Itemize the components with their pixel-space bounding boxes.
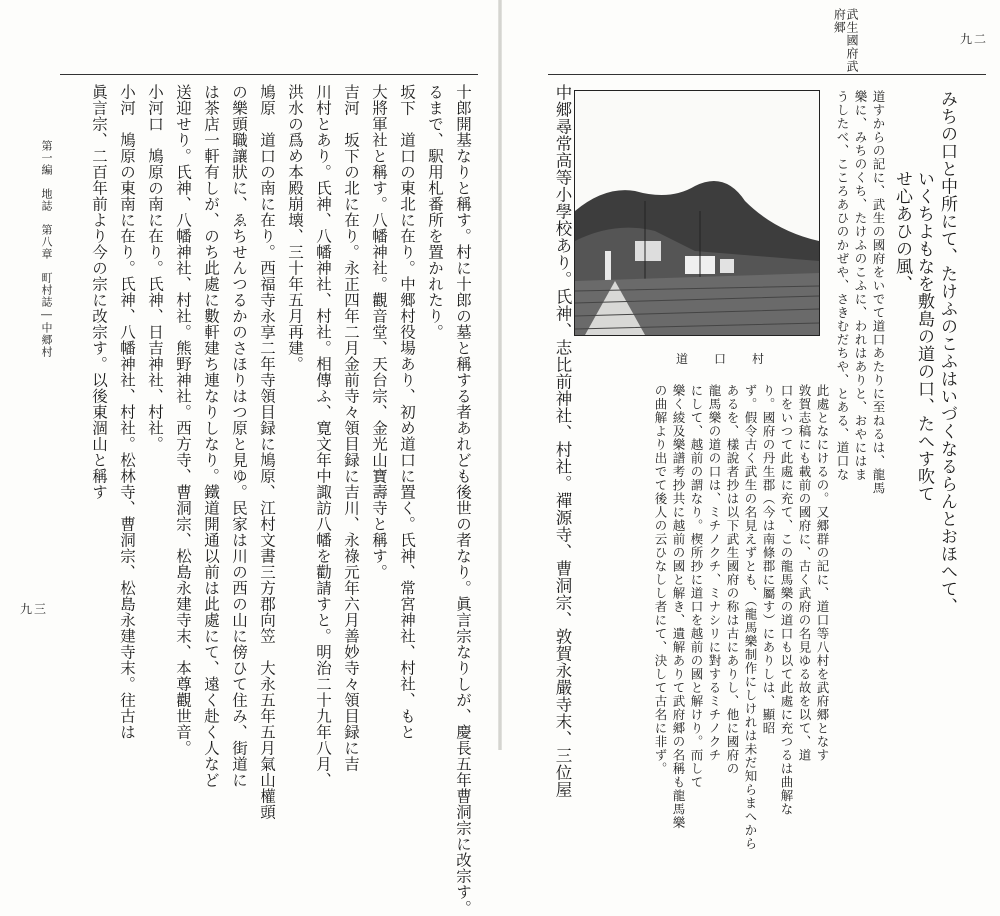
left-page-column: 小河 鳩原の東南に在り。氏神、八幡神社、村社。松林寺、曹洞宗、松島永建寺末。往古は — [118, 84, 136, 740]
left-page-column: 吉河 坂下の北に在り。永正四年二月金前寺々領目録に吉川、永祿元年六月善妙寺々領目録に吉 — [342, 84, 360, 772]
left-page-column: 十郎開基なりと稱す。村に十郎の墓と稱する者あれども後世の者なり。眞言宗なりしが、慶長五年曹洞宗に改宗す。 — [454, 84, 472, 916]
left-page-column: 眞言宗、二百年前より今の宗に改宗す。以後東涸山と稱す — [90, 84, 108, 500]
left-page-number: 九三 — [20, 602, 49, 616]
left-page-column: 鳩原 道口の南に在り。西福寺永享二年寺領目録に鳩原、江村文書三方郡向笠 大永五年五月氣山權頭 — [258, 84, 276, 820]
left-page-top-rule — [60, 74, 478, 75]
right-page-column: 敦賀志稿にも載前の國府に、古く武府の名見ゆる故を以て、道 — [797, 384, 812, 762]
left-page-column: 川村とあり。氏神、八幡神社、村社。相傳ふ、寛文年中諏訪八幡を勸請すと。明治二十九年八月、 — [314, 84, 332, 788]
running-header — [824, 8, 858, 78]
right-page-column: 口をいつて此處に充て、この龍馬樂の道口も以て此處に充つるは曲解な — [779, 384, 794, 816]
right-page-column: みちの口と中所にて、たけふのこふはいづくなるらんとおほへて、 — [937, 90, 957, 615]
right-page-column: 道すからの記に、武生の國府をいでて道口あたりに至ねるは、龍馬 — [871, 90, 886, 495]
right-page-top-rule — [548, 74, 986, 75]
right-page-column: あるを、樣說者抄は以下武生國府の称は古にありし、他に國府の — [725, 384, 740, 776]
village-landscape-image — [575, 91, 819, 335]
photo-caption: 道口村 — [676, 352, 791, 366]
right-page-column: り。國府の丹生郡（今は南條郡に屬す）にありしは、顯昭 — [761, 384, 776, 735]
left-page-column: 大將軍社と稱す。八幡神社。觀音堂、天台宗、金光山寶壽寺と稱す。 — [370, 84, 388, 580]
village-photo — [574, 90, 820, 336]
right-page-column: ず。假令古く武生の名見えずとも、（龍馬樂制作にしけれは未だ知らまへから — [743, 384, 758, 851]
running-header-line-1: 武生國府 — [845, 8, 859, 60]
left-page-column: るまで、駅用札番所を置かれたり。 — [426, 84, 444, 340]
right-page-column: 樂に、みちのくち、たけふのこふに、われはありと、おやにはま — [853, 90, 868, 482]
right-page-number: 九二 — [960, 32, 989, 46]
chapter-footer: 第一編 地誌 第八章 町村誌―中郷村 — [40, 140, 53, 358]
left-page-column: は茶店一軒有しが、のち此處に數軒建ち連なりしなり。鐵道開通以前は此處にて、遠く赴く人など — [202, 84, 220, 788]
running-header-line-2: 武府郷 — [832, 8, 859, 73]
right-page-column: せ心あひの風、 — [892, 170, 912, 293]
left-page-column: 坂下 道口の東北に在り。中郷村役場あり、初め道口に置く。氏神、常宮神社、村社、もと — [398, 84, 416, 740]
right-page-column: にして、越前の謂なり。楔所抄に道口を越前の國と解けり。而して — [689, 384, 704, 789]
right-page-column: いくちよもなを敷島の道の口、たへす吹て — [914, 170, 934, 503]
left-page-column: 送迎せり。氏神、八幡神社、村社。熊野神社。西方寺、曹洞宗、松島永建寺末、本尊觀世音。 — [174, 84, 192, 756]
book-gutter — [498, 0, 502, 750]
left-page-column: 小河口 鳩原の南に在り。氏神、日吉神社、村社。 — [146, 84, 164, 452]
left-page-column: の樂頭職讓狀に、ゑちせんつるかのさほりはつ原と見ゆ。民家は川の西の山に傍ひて住み、街道に — [230, 84, 248, 788]
right-page-column: 樂く綾及樂譜考抄共に越前の國と解き、遺解ありて武府郷の名稱も龍馬樂 — [671, 384, 686, 830]
right-page-column: うしたべ、こころあひのかぜや、さきむだちや、とある、道口な — [835, 90, 850, 482]
left-page-column: 洪水の爲め本殿崩壊、三十年五月再建。 — [286, 84, 304, 372]
right-page-column: の曲解より出でて後人の云ひなしし者にて、決して古名に非ず。 — [653, 384, 668, 776]
right-page-column: 龍馬樂の道の口は、ミチノクチ、ミナシリに對するミチノクチ — [707, 384, 722, 762]
right-page-column: 此處となにけるの。又郷群の記に、道口等八村を武府郷となす — [815, 384, 830, 762]
school-entry-column: 中郷尋常高等小學校あり。氏神、志比前神社、村社。禪源寺、曹洞宗、敦賀永嚴寺末、三位屋 — [553, 84, 572, 798]
